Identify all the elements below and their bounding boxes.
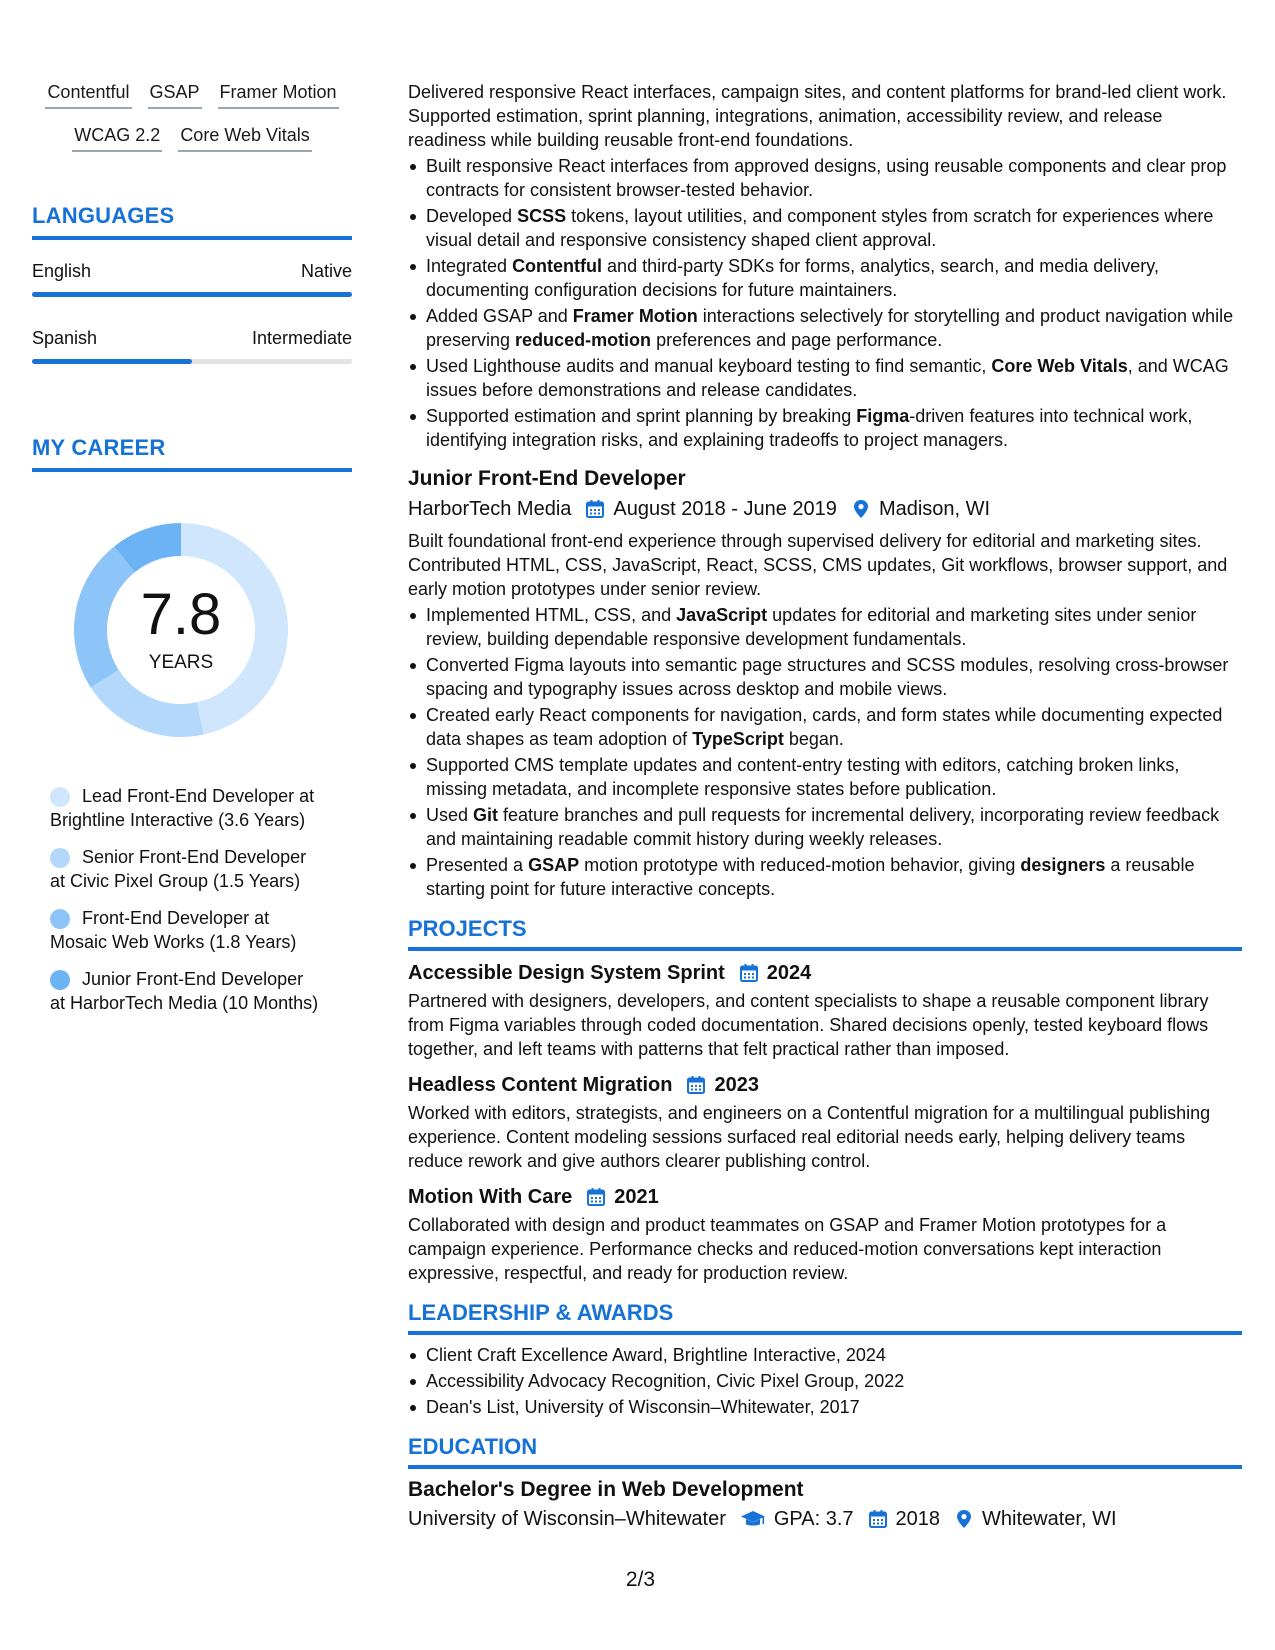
legend-item [50,784,320,832]
project-year: 2024 [766,962,812,984]
skill-tag: GSAP [148,80,202,109]
legend-label: Junior Front-End Developer at HarborTech Media (10 Months) [50,969,319,1013]
bullet-item: Used Git feature branches and pull requests for incremental delivery, incorporating review feedback and maintaining readable commit history during weekly releases. [408,803,1242,851]
bullet-item: Supported estimation and sprint planning by breaking Figma-driven features into technical work, identifying integration risks, and explaining tradeoffs to project managers. [408,404,1242,452]
main-content [408,80,1242,1533]
project-year: 2021 [614,1186,659,1208]
location-pin-icon [954,1509,974,1529]
award-item: Dean's List, University of Wisconsin–Whitewater, 2017 [408,1395,1242,1419]
location-pin-icon [851,499,871,519]
bullet-item: Converted Figma layouts into semantic page structures and SCSS modules, resolving cross-browser spacing and typography issues across desktop and mobile views. [408,653,1242,701]
legend-item [50,845,320,893]
career-donut-chart [65,514,297,746]
job-location: Madison, WI [878,498,991,520]
education-year: 2018 [895,1508,941,1530]
project-description: Collaborated with design and product teammates on GSAP and Framer Motion prototypes for a campaign experience. Performance checks and reduced-motion conversations kept interaction expressive, respectful, and ready for production review. [408,1215,1167,1283]
legend-dot [50,787,70,807]
language-proficiency-bar [32,292,352,297]
skill-tag: Core Web Vitals [178,123,311,152]
project-item [408,1183,1242,1285]
languages-heading: LANGUAGES [32,202,352,240]
project-name: Accessible Design System Sprint [408,962,725,984]
language-name: English [32,261,92,281]
calendar-icon [868,1509,888,1529]
job-bullets [408,603,1242,901]
calendar-icon [686,1075,706,1095]
language-english [32,260,352,297]
job-title: Junior Front-End Developer [408,467,686,490]
calendar-icon [586,1187,606,1207]
awards-list [408,1343,1242,1419]
project-year: 2023 [714,1074,759,1096]
job-dates: August 2018 - June 2019 [613,498,837,520]
language-proficiency-fill [32,359,192,364]
education-location: Whitewater, WI [982,1508,1117,1530]
language-level: Native [300,261,352,281]
legend-item [50,967,320,1015]
career-legend [32,784,352,1015]
language-level: Intermediate [251,328,352,348]
project-description: Worked with editors, strategists, and engineers on a Contentful migration for a multilingual publishing experience. Content modeling sessions surfaced real editorial needs early, helping delivery teams reduce rework and give authors clearer publishing control. [408,1103,1211,1171]
job-company: HarborTech Media [408,498,572,520]
career-heading: MY CAREER [32,434,352,472]
language-name: Spanish [32,328,98,348]
legend-dot [50,970,70,990]
bullet-item: Implemented HTML, CSS, and JavaScript updates for editorial and marketing sites under senior review, building dependable responsive development fundamentals. [408,603,1242,651]
language-spanish [32,327,352,364]
education-school: University of Wisconsin–Whitewater [408,1508,726,1530]
project-description: Partnered with designers, developers, and content specialists to shape a reusable component library from Figma variables through coded documentation. Shared decisions openly, tested keyboard flows together, and left teams with patterns that felt practical rather than imposed. [408,991,1209,1059]
bullet-item: Presented a GSAP motion prototype with reduced-motion behavior, giving designers a reusable starting point for future interactive concepts. [408,853,1242,901]
prev-job-bullets [408,154,1242,452]
career-total-value: 7.8 [140,582,222,647]
education-gpa: GPA: 3.7 [773,1508,854,1530]
project-name: Headless Content Migration [408,1074,673,1096]
awards-heading: LEADERSHIP & AWARDS [408,1299,1242,1335]
legend-label: Front-End Developer at Mosaic Web Works (1.8 Years) [50,908,297,952]
legend-label: Lead Front-End Developer at Brightline Interactive (3.6 Years) [50,786,315,830]
legend-dot [50,848,70,868]
skill-tag: WCAG 2.2 [72,123,162,152]
education-heading: EDUCATION [408,1433,1242,1469]
project-item [408,959,1242,1061]
education-meta [408,1505,1242,1533]
calendar-icon [739,963,759,983]
legend-label: Senior Front-End Developer at Civic Pixel Group (1.5 Years) [50,847,307,891]
award-item: Accessibility Advocacy Recognition, Civic Pixel Group, 2022 [408,1369,1242,1393]
career-total-unit: YEARS [148,652,214,673]
project-name: Motion With Care [408,1186,573,1208]
page-number-text: 2/3 [625,1568,656,1591]
project-item [408,1071,1242,1173]
calendar-icon [585,499,605,519]
skill-tags [32,80,352,152]
bullet-item: Built responsive React interfaces from approved designs, using reusable components and clear prop contracts for consistent browser-tested behavior. [408,154,1242,202]
graduation-cap-icon [740,1509,766,1529]
award-item: Client Craft Excellence Award, Brightline Interactive, 2024 [408,1343,1242,1367]
projects-heading: PROJECTS [408,915,1242,951]
sidebar [32,80,352,1028]
bullet-item: Integrated Contentful and third-party SDKs for forms, analytics, search, and media delivery, documenting configuration decisions for future maintainers. [408,254,1242,302]
language-proficiency-bar [32,359,352,364]
bullet-item: Supported CMS template updates and content-entry testing with editors, catching broken links, missing metadata, and incomplete responsive states before publication. [408,753,1242,801]
job-summary: Built foundational front-end experience through supervised delivery for editorial and marketing sites. Contributed HTML, CSS, JavaScript, React, SCSS, CMS updates, Git workflows, browser support, and early motion prototypes under senior review. [408,531,1228,599]
job-meta [408,495,1242,523]
language-proficiency-fill [32,292,352,297]
skill-tag: Framer Motion [218,80,339,109]
bullet-item: Created early React components for navigation, cards, and form states while documenting expected data shapes as team adoption of TypeScript began. [408,703,1242,751]
education-degree: Bachelor's Degree in Web Development [408,1478,804,1501]
legend-item [50,906,320,954]
page-number [0,1568,1275,1592]
prev-job-summary: Delivered responsive React interfaces, campaign sites, and content platforms for brand-led client work. Supported estimation, sprint planning, integrations, animation, accessibility review, and release readiness while building reusable front-end foundations. [408,82,1227,150]
skill-tag: Contentful [45,80,131,109]
bullet-item: Used Lighthouse audits and manual keyboard testing to find semantic, Core Web Vitals, and WCAG issues before demonstrations and release candidates. [408,354,1242,402]
bullet-item: Developed SCSS tokens, layout utilities, and component styles from scratch for experiences where visual detail and responsive consistency shaped client approval. [408,204,1242,252]
legend-dot [50,909,70,929]
bullet-item: Added GSAP and Framer Motion interactions selectively for storytelling and product navigation while preserving reduced-motion preferences and page performance. [408,304,1242,352]
